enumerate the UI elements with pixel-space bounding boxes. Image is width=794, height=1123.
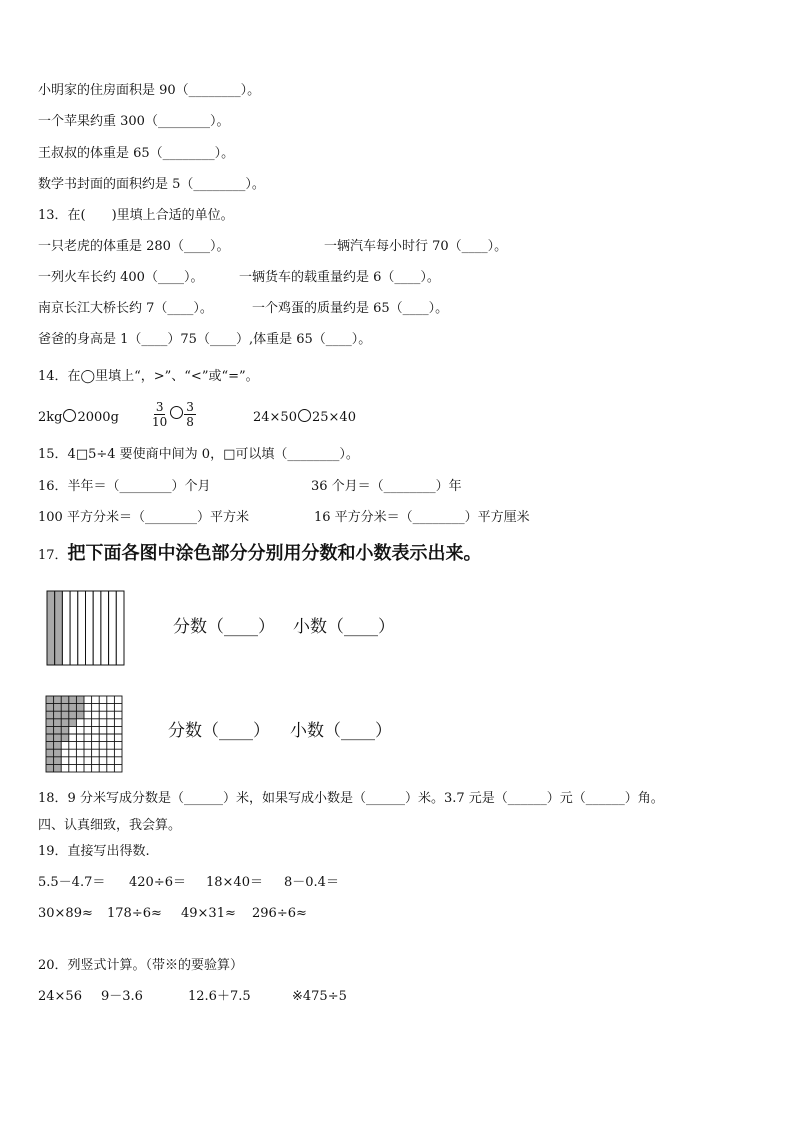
q19-row1-item: 18×40＝ [206, 875, 263, 890]
strip-shaded-1 [47, 591, 55, 665]
q13-item-c: 一列火车长约 400（____）。 [38, 270, 204, 285]
fill-line-3: 王叔叔的体重是 65（________）。 [38, 146, 235, 161]
q13-item-g: 爸爸的身高是 1（____）75（____）,体重是 65（____）。 [38, 332, 372, 347]
q17-row1-decimal: 小数（____） [293, 617, 395, 637]
q19-title: 19．直接写出得数. [38, 844, 150, 859]
strip-4 [70, 591, 78, 665]
compare-circle-icon[interactable] [170, 406, 183, 419]
fill-line-4: 数学书封面的面积约是 5（________）。 [38, 177, 265, 192]
q14-c-left: 24×50 [253, 410, 297, 425]
q19-row2-item: 30×89≈ [38, 906, 93, 921]
q16-a: 16．半年＝（________）个月 [38, 479, 211, 494]
q20-item: ※475÷5 [292, 989, 347, 1004]
q17-row2-fraction: 分数（____） [168, 721, 270, 741]
q13-title: 13．在( )里填上合适的单位。 [38, 208, 234, 223]
strip-3 [62, 591, 70, 665]
q16-b: 36 个月＝（________）年 [311, 479, 462, 494]
q14-compare-a [38, 409, 119, 427]
q17-number: 17． [38, 548, 68, 563]
q13-item-a: 一只老虎的体重是 280（____）。 [38, 239, 230, 254]
q14-a-right: 2000g [77, 410, 119, 425]
strip-6 [86, 591, 94, 665]
strip-10 [116, 591, 124, 665]
q19-row1-item: 8－0.4＝ [284, 875, 339, 890]
q19-row1-item: 420÷6＝ [129, 875, 186, 890]
q17-row2-decimal: 小数（____） [290, 721, 392, 741]
strip-8 [101, 591, 109, 665]
q14-c-right: 25×40 [311, 410, 356, 425]
q16-d: 16 平方分米＝（________）平方厘米 [314, 510, 530, 525]
compare-circle-icon[interactable] [298, 409, 311, 422]
q18: 18．9 分米写成分数是（______）米，如果写成小数是（______）米。3.7 元是（______）元（______）角。 [38, 791, 664, 806]
q17-title: 把下面各图中涂色部分分别用分数和小数表示出来。 [67, 543, 482, 564]
q19-row2-item: 178÷6≈ [107, 906, 162, 921]
q13-item-e: 南京长江大桥长约 7（____）。 [38, 301, 213, 316]
q19-row2-item: 296÷6≈ [252, 906, 307, 921]
q20-item: 9－3.6 [101, 989, 143, 1004]
fraction-left: $\frac{3}{10}$ [152, 400, 168, 429]
q14-compare-b [150, 400, 196, 429]
q13-item-d: 一辆货车的载重量约是 6（____）。 [239, 270, 440, 285]
fill-line-2: 一个苹果约重 300（________）。 [38, 114, 230, 129]
fill-line-1: 小明家的住房面积是 90（________）。 [38, 83, 261, 98]
fraction-right: $\frac{3}{8}$ [186, 400, 194, 429]
q20-item: 12.6＋7.5 [188, 989, 251, 1004]
q15: 15．4□5÷4 要使商中间为 0，□可以填（________）。 [38, 447, 359, 462]
q20-title: 20．列竖式计算。（带※的要验算） [38, 958, 244, 973]
section-4-heading: 四、认真细致，我会算。 [38, 818, 182, 833]
q19-row2-item: 49×31≈ [181, 906, 236, 921]
q14-compare-c [253, 409, 356, 427]
q17-heading [38, 545, 482, 565]
compare-circle-icon[interactable] [63, 409, 76, 422]
figure-grid [45, 695, 123, 774]
q13-item-b: 一辆汽车每小时行 70（____）。 [324, 239, 508, 254]
strip-shaded-2 [55, 591, 63, 665]
figure-strips [46, 590, 126, 666]
strip-5 [78, 591, 86, 665]
q16-c: 100 平方分米＝（________）平方米 [38, 510, 249, 525]
q17-row1-fraction: 分数（____） [173, 617, 275, 637]
q19-row1-item: 5.5－4.7＝ [38, 875, 106, 890]
q20-item: 24×56 [38, 989, 82, 1004]
q14-title: 14．在◯里填上“，>”、“<”或“=”。 [38, 369, 259, 384]
strip-7 [93, 591, 101, 665]
strip-9 [109, 591, 117, 665]
q13-item-f: 一个鸡蛋的质量约是 65（____）。 [252, 301, 449, 316]
q14-a-left: 2kg [38, 410, 63, 425]
